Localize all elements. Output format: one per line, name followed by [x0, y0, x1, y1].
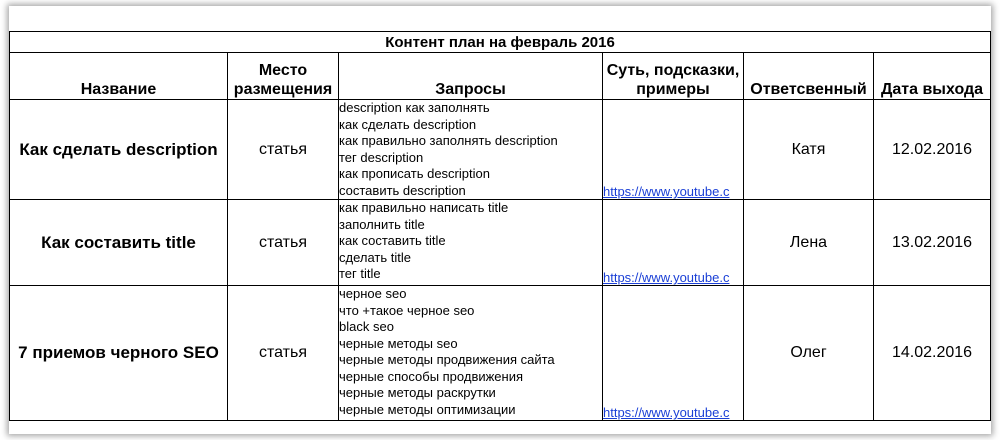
query-line: черные способы продвижения: [339, 368, 524, 384]
query-line: тег title: [339, 266, 381, 281]
table-row: [10, 286, 991, 421]
query-line: черные методы раскрутки: [339, 385, 496, 400]
header-place[interactable]: [228, 53, 339, 100]
query-line: черные методы seo: [339, 335, 458, 351]
cell-name[interactable]: Как составить title: [10, 200, 228, 286]
cell-responsible[interactable]: Катя: [744, 100, 874, 200]
cell-date[interactable]: 13.02.2016: [874, 200, 991, 286]
cell-responsible[interactable]: Лена: [744, 200, 874, 286]
header-notes-label: Суть, подсказки, примеры: [606, 62, 740, 98]
cell-queries[interactable]: [339, 286, 603, 421]
cell-place[interactable]: статья: [228, 286, 339, 421]
query-line: как прописать description: [339, 166, 490, 181]
query-line: составить description: [339, 182, 466, 198]
query-line: черное seo: [339, 286, 407, 301]
header-responsible[interactable]: Ответсвенный: [744, 53, 874, 100]
cell-place[interactable]: статья: [228, 200, 339, 286]
cell-date[interactable]: 12.02.2016: [874, 100, 991, 200]
youtube-link[interactable]: https://www.youtube.c: [603, 270, 730, 285]
query-line: как сделать description: [339, 116, 477, 132]
cell-place[interactable]: статья: [228, 100, 339, 200]
cell-notes[interactable]: [603, 100, 744, 200]
cell-name[interactable]: 7 приемов черного SEO: [10, 286, 228, 421]
header-queries[interactable]: Запросы: [339, 53, 603, 100]
query-line: черные методы оптимизации: [339, 401, 516, 417]
cell-name[interactable]: Как сделать description: [10, 100, 228, 200]
query-line: черные методы продвижения сайта: [339, 352, 555, 367]
cell-notes[interactable]: [603, 200, 744, 286]
header-date[interactable]: Дата выхода: [874, 53, 991, 100]
query-line: как составить title: [339, 233, 446, 248]
cell-date[interactable]: 14.02.2016: [874, 286, 991, 421]
query-line: black seo: [339, 319, 394, 334]
header-notes[interactable]: [603, 53, 744, 100]
cell-notes[interactable]: [603, 286, 744, 421]
youtube-link[interactable]: https://www.youtube.c: [603, 405, 730, 420]
table-title: Контент план на февраль 2016: [10, 32, 991, 53]
query-line: сделать title: [339, 249, 411, 265]
query-line: description как заполнять: [339, 100, 490, 115]
query-line: как правильно написать title: [339, 200, 509, 215]
query-line: тег description: [339, 149, 424, 165]
table-row: [10, 100, 991, 200]
header-place-label: Место размещения: [233, 62, 333, 98]
query-line: как правильно заполнять description: [339, 133, 558, 148]
cell-queries[interactable]: [339, 100, 603, 200]
title-row: [10, 32, 991, 53]
youtube-link[interactable]: https://www.youtube.c: [603, 184, 730, 199]
query-line: заполнить title: [339, 216, 425, 232]
cell-responsible[interactable]: Олег: [744, 286, 874, 421]
cell-queries[interactable]: [339, 200, 603, 286]
table-row: [10, 200, 991, 286]
query-line: что +такое черное seo: [339, 302, 475, 318]
header-name[interactable]: Название: [10, 53, 228, 100]
header-row: [10, 53, 991, 100]
content-plan-table: [9, 31, 991, 421]
